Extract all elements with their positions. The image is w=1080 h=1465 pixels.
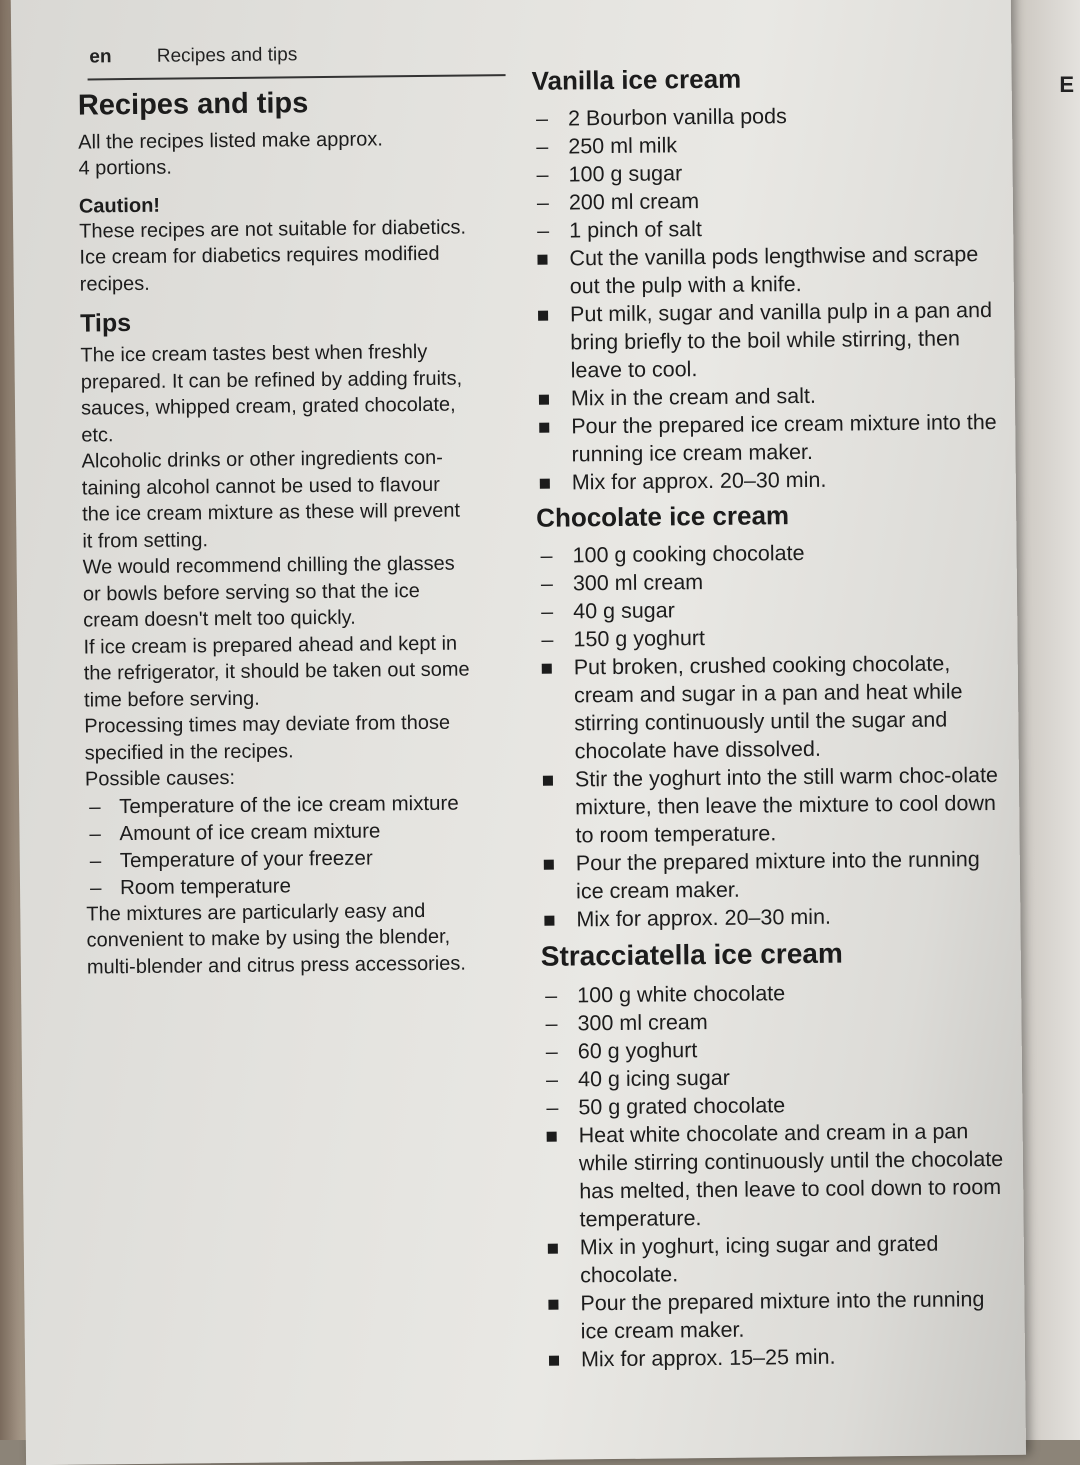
- closing-line: convenient to make by using the blender,: [86, 926, 451, 952]
- step-list: [533, 240, 1006, 497]
- language-code: en: [89, 46, 112, 68]
- caution-title: Caution!: [78, 194, 161, 218]
- tips-line: sauces, whipped cream, grated chocolate,: [80, 393, 456, 420]
- running-header: [89, 44, 297, 68]
- closing-line: multi-blender and citrus press accessories.: [86, 952, 467, 979]
- step-item: Put broken, crushed cooking chocolate, cream and sugar in a pan and heat while stirring continuously until the sugar and chocolate have dissolved.: [538, 649, 1009, 766]
- tips-title: Tips: [79, 309, 132, 338]
- step-item: Mix in the cream and salt.: [535, 380, 1005, 413]
- caution-line: recipes.: [79, 272, 150, 296]
- recipe-3: [541, 935, 1016, 1373]
- closing-text: [86, 897, 527, 981]
- tips-line: prepared. It can be refined by adding fruits,: [80, 367, 463, 394]
- manual-page: [11, 0, 1026, 1465]
- tips-line: Alcoholic drinks or other ingredients con-: [81, 447, 443, 473]
- tips-line: time before serving.: [83, 687, 260, 712]
- header-section-title: Recipes and tips: [156, 44, 298, 67]
- right-column: [531, 55, 1015, 1378]
- ingredient-item: – 40 g sugar: [537, 593, 1007, 626]
- step-item: Stir the yoghurt into the still warm choc-olate mixture, then leave the mixture to cool down to room temperature.: [539, 761, 1010, 850]
- tips-line: Processing times may deviate from those: [84, 712, 451, 738]
- ingredient-item: – 50 g grated chocolate: [542, 1089, 1012, 1122]
- closing-line: The mixtures are particularly easy and: [86, 899, 426, 926]
- tips-line: We would recommend chilling the glasses: [82, 552, 455, 579]
- step-item: Pour the prepared ice cream mixture into the running ice cream maker.: [535, 408, 1006, 469]
- cause-item: – Amount of ice cream mixture: [85, 816, 525, 848]
- tips-line: etc.: [81, 424, 114, 447]
- step-item: Mix for approx. 20–30 min.: [540, 901, 1010, 934]
- tips-line: taining alcohol cannot be used to flavour: [81, 473, 440, 500]
- step-item: Pour the prepared mixture into the running ice cream maker.: [540, 845, 1011, 906]
- step-item: Pour the prepared mixture into the running ice cream maker.: [544, 1285, 1015, 1346]
- step-item: Heat white chocolate and cream in a pan while stirring continuously until the chocolate has melted, then leave to cool down to room temperature.: [543, 1117, 1014, 1234]
- recipe-title: Vanilla ice cream: [531, 63, 742, 96]
- ingredient-item: – 300 ml cream: [537, 565, 1007, 598]
- causes-list: [85, 789, 526, 902]
- cause-item: – Room temperature: [86, 870, 526, 902]
- ingredient-list: [532, 100, 1003, 245]
- ingredient-item: – 100 g sugar: [532, 156, 1002, 189]
- ingredient-item: – 100 g cooking chocolate: [536, 537, 1006, 570]
- ingredient-item: – 300 ml cream: [541, 1005, 1011, 1038]
- caution-line: These recipes are not suitable for diabetics.: [79, 216, 467, 243]
- tips-line: cream doesn't melt too quickly.: [83, 606, 356, 632]
- tips-line: it from setting.: [82, 529, 209, 553]
- ingredient-item: – 40 g icing sugar: [542, 1061, 1012, 1094]
- tips-line: If ice cream is prepared ahead and kept in: [83, 632, 458, 659]
- recipe-2: [536, 498, 1010, 934]
- ingredient-item: – 2 Bourbon vanilla pods: [532, 100, 1002, 133]
- ingredient-item: – 60 g yoghurt: [542, 1033, 1012, 1066]
- ingredient-item: – 100 g white chocolate: [541, 977, 1011, 1010]
- next-page-letter: E: [1059, 72, 1074, 97]
- tips-text: [80, 338, 525, 793]
- step-item: Cut the vanilla pods lengthwise and scrape out the pulp with a knife.: [533, 240, 1004, 301]
- ingredient-item: – 200 ml cream: [533, 184, 1003, 217]
- caution-line: Ice cream for diabetics requires modified: [79, 243, 440, 269]
- step-list: [538, 649, 1011, 934]
- left-column: [78, 84, 527, 981]
- tips-line: specified in the recipes.: [84, 740, 294, 765]
- step-item: Mix for approx. 20–30 min.: [536, 464, 1006, 497]
- tips-line: The ice cream tastes best when freshly: [80, 341, 428, 367]
- cause-item: – Temperature of the ice cream mixture: [85, 789, 525, 821]
- ingredient-item: – 1 pinch of salt: [533, 212, 1003, 245]
- header-divider: [88, 74, 506, 80]
- tips-line: or bowls before serving so that the ice: [82, 579, 420, 606]
- section-title: Recipes and tips: [77, 87, 309, 122]
- ingredient-list: [536, 537, 1007, 654]
- recipe-title: Chocolate ice cream: [536, 500, 790, 533]
- step-item: Mix in yoghurt, icing sugar and grated chocolate.: [544, 1229, 1015, 1290]
- intro-line: All the recipes listed make approx.: [78, 128, 383, 154]
- tips-line: Possible causes:: [84, 767, 236, 791]
- ingredient-item: – 150 g yoghurt: [537, 621, 1007, 654]
- step-list: [543, 1117, 1016, 1374]
- intro-line: 4 portions.: [78, 156, 173, 180]
- recipe-1: [531, 61, 1005, 497]
- ingredient-item: – 250 ml milk: [532, 128, 1002, 161]
- cause-item: – Temperature of your freezer: [86, 843, 526, 875]
- step-item: Put milk, sugar and vanilla pulp in a pan and bring briefly to the boil while stirring, then leave to cool.: [534, 296, 1005, 385]
- tips-line: the refrigerator, it should be taken out some: [83, 658, 470, 685]
- step-item: Mix for approx. 15–25 min.: [545, 1341, 1015, 1374]
- recipe-title: Stracciatella ice cream: [540, 937, 843, 973]
- tips-line: the ice cream mixture as these will prevent: [82, 499, 461, 526]
- ingredient-list: [541, 977, 1012, 1122]
